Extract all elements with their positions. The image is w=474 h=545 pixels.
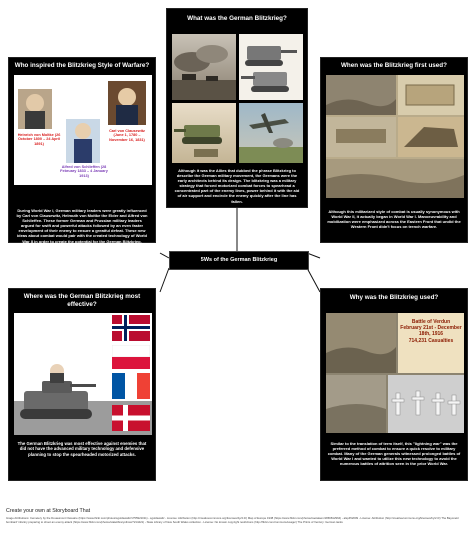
cell-who bbox=[8, 57, 156, 243]
cell-where-body: The German Blitzkrieg was most effective against enemies that did not have the advanced military technology and defensive planning to stop the spearheaded motorized attacks. bbox=[17, 441, 147, 457]
cell-when-body: Although this militarized style of combat is usually synonymous with World War II, it actually began in World War I. Manoeuvrability and mobilization were emphasized across the Eastern Front that undid the Western Front didn't focus on trench warfare. bbox=[327, 209, 461, 230]
flag-france bbox=[112, 373, 150, 399]
tank-flags-panel bbox=[14, 313, 152, 435]
cell-why-title: Why was the Blitzkrieg used? bbox=[349, 294, 439, 301]
cell-who-title: Who inspired the Blitzkrieg Style of Warfare? bbox=[14, 62, 150, 69]
caption-clausewitz: Carl von Clausewitz (June 1, 1780 – November 16, 1831) bbox=[109, 129, 145, 142]
verdun-photos-panel bbox=[326, 313, 464, 433]
flag-poland bbox=[112, 345, 150, 369]
flag-norway bbox=[112, 315, 150, 341]
callout-line1: Battle of Verdun bbox=[411, 319, 451, 325]
portraits-panel bbox=[14, 75, 152, 185]
tanks-field-image bbox=[172, 103, 236, 163]
center-title: 5Ws of the German Blitzkrieg bbox=[169, 251, 309, 270]
cell-why bbox=[320, 288, 468, 481]
cell-what-body: Although it was the Allies that dubbed the phrase Blitzkrieg to describe the German military movement, the Germans were the early architects behind its design. The blitzkrieg was a military strategy that forced motorized combat forces to spearhead a concentrated part of the enemy lines, power behind it with the aid of air support and encircle the enemy quickly after the line has fallen. bbox=[174, 168, 300, 204]
cell-who-body: During World War I, German military leaders were greatly influenced by Carl von Clausewitz, Helmuth von Moltke the Elder and Alfred von Schlieffen. These former German and Prussian military leaders argued for swift and powerful attacks followed by an even faster envelopment of their enemy to ensure a greatful defeat. These new ideas about combat would pair with the created technology of World War II in order to create the potential for the German Blitzkrieg. bbox=[16, 208, 148, 244]
callout-line4: 714,231 Casualties bbox=[408, 337, 454, 344]
ww1-photos-panel bbox=[326, 75, 464, 198]
cell-where-title: Where was the German Blitzkrieg most effective? bbox=[23, 293, 141, 308]
caption-moltke: Heinrich von Moltke (26 October 1800 – 24 April 1891) bbox=[17, 133, 61, 146]
cell-what bbox=[166, 8, 308, 208]
flag-denmark bbox=[112, 405, 150, 431]
caption-schlieffen: Alfred von Schlieffen (28 February 1833 – 4 January 1913) bbox=[60, 165, 108, 178]
tank-smoke-image bbox=[172, 34, 236, 100]
verdun-callout bbox=[400, 319, 462, 344]
cell-what-title: What was the German Blitzkrieg? bbox=[187, 15, 287, 22]
cell-where bbox=[8, 288, 156, 481]
cell-when-title: When was the Blitzkrieg first used? bbox=[340, 62, 447, 69]
tanks-drawing-image bbox=[239, 34, 303, 100]
cell-when bbox=[320, 57, 468, 243]
callout-line3: 18th, 1916 bbox=[418, 331, 444, 338]
create-your-own-link[interactable]: Create your own at Storyboard That bbox=[6, 508, 91, 514]
aircraft-image bbox=[239, 103, 303, 163]
image-attributions: Image Attributions: Cemetery by the Douaumont Ossuaire (https://www.flickr.com/photos/sgoldswaltz/1755921011) - sgoldswaltz - License: Attribution (http://creativecommons.org/licenses/by/2.0/) Map of Europe 1938 (https://www.flickr.com/photos/naotakem/1866812964) - alsp452009 - License: Attribution (http://creativecommons.org/licenses/by/2.0/) The Bayonets' bombard' infantry preparing to shoot an enemy attack (https://www.flickr.com/photos/statelibraryofnsw/7214421) - State Library of New South Wales collection - License: No known copyright restrictions (http://flickr.com/commons/usage/) The Prints of Ventury: German tanks bbox=[6, 516, 460, 524]
cell-why-body: Similar to the translation of term itself, this "lightning war" was the preferred method of combat to ensure a quick resolve to military combat. Many of the German generals witnessed prolonged battles of World War I and wanted to utilize this new technology to avoid the numerous battles of attrition seen in the prior World War. bbox=[327, 441, 461, 467]
callout-line2: February 21st - December bbox=[400, 325, 462, 332]
